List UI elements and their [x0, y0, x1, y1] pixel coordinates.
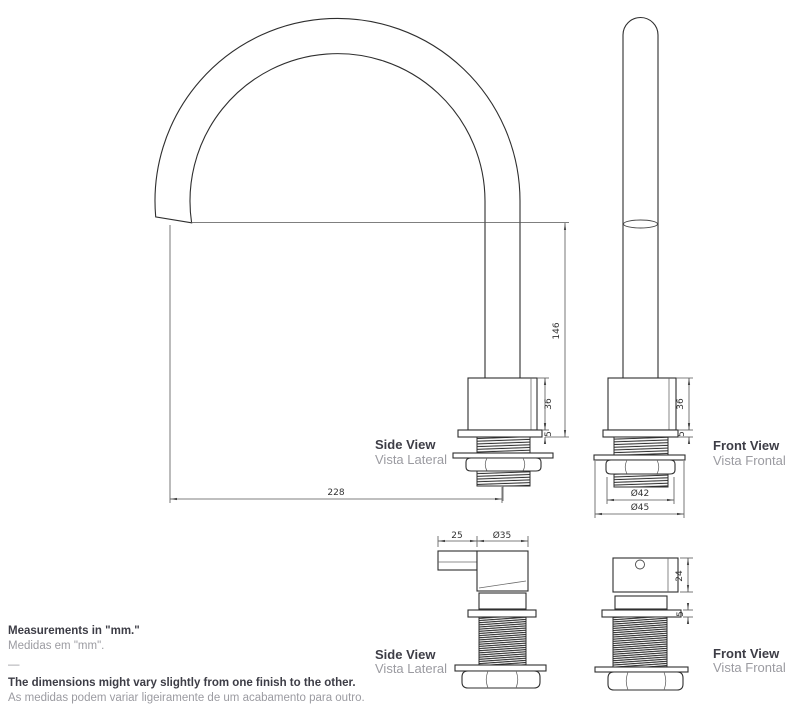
handle-front-base-ring	[615, 596, 667, 609]
dimension-value: 36	[676, 398, 686, 410]
handle-front-hex-nut	[608, 672, 683, 690]
dimension-value: 5	[676, 611, 686, 617]
handle-front-washer	[595, 667, 688, 672]
spout-side-view-subtitle: Vista Lateral	[375, 452, 448, 467]
spout-hex-nut	[466, 458, 541, 471]
spout-outlet-ellipse	[624, 220, 658, 228]
dimension-flange-5-side	[544, 423, 554, 444]
dimension-value: 25	[451, 531, 463, 541]
handle-body	[477, 551, 528, 591]
spout-side-view	[155, 18, 553, 501]
handle-base-ring	[479, 593, 526, 609]
spout-front-flange	[603, 430, 678, 437]
handle-hex-nut	[462, 671, 540, 688]
spout-front-view	[594, 18, 685, 488]
dimension-value: 146	[552, 322, 562, 340]
spout-front-tube	[623, 18, 658, 379]
dimension-body-diameter-35	[477, 530, 528, 547]
dimension-lever-25	[438, 531, 477, 547]
handle-front-pin-hole	[636, 560, 645, 569]
spout-front-view-title: Front View	[713, 438, 780, 453]
handle-front-thread	[613, 617, 667, 667]
spout-front-washer	[594, 455, 685, 460]
spout-front-thread-upper	[614, 437, 668, 455]
spout-base-flange	[458, 430, 542, 437]
dimension-value: Ø42	[630, 489, 650, 499]
spout-front-view-subtitle: Vista Frontal	[713, 453, 786, 468]
notes-separator: —	[8, 659, 20, 671]
handle-washer	[455, 665, 546, 671]
dimension-handle-flange-5	[676, 603, 693, 624]
finish-note-pt: As medidas podem variar ligeiramente de um acabamento para outro.	[8, 692, 365, 704]
spout-front-base-body	[608, 378, 676, 430]
spout-front-hex-nut	[606, 460, 675, 474]
handle-side-view-title: Side View	[375, 647, 436, 662]
finish-note-en: The dimensions might vary slightly from one finish to the other.	[8, 677, 356, 689]
footer-notes	[8, 624, 438, 706]
spout-base-body	[468, 378, 537, 430]
spout-washer	[453, 453, 553, 458]
dimension-value: 228	[327, 488, 345, 498]
dimension-value: 24	[675, 570, 685, 582]
handle-side-view-subtitle: Vista Lateral	[375, 661, 448, 676]
dimension-value: 5	[677, 431, 687, 437]
measurements-note-pt: Medidas em "mm".	[8, 640, 105, 652]
handle-front-view-title: Front View	[713, 646, 780, 661]
dimension-value: 36	[544, 398, 554, 410]
handle-lever	[438, 551, 477, 570]
handle-thread	[479, 617, 526, 665]
dimension-value: Ø45	[630, 503, 650, 513]
measurements-note-en: Measurements in "mm."	[8, 625, 140, 637]
handle-front-flange	[602, 610, 681, 617]
dimension-body-36-front	[676, 378, 693, 430]
dimension-flange-5-front	[677, 423, 693, 444]
dimension-value: Ø35	[492, 531, 512, 541]
dimension-body-36-side	[537, 378, 554, 430]
handle-flange	[468, 610, 536, 617]
handle-side-view	[438, 551, 546, 688]
dimension-reach-228	[170, 225, 502, 503]
dimension-value: 5	[544, 431, 554, 437]
spout-thread-upper	[477, 437, 530, 453]
spout-front-thread-lower	[614, 474, 668, 487]
spout-thread-lower	[477, 471, 530, 486]
handle-front-view-subtitle: Vista Frontal	[713, 660, 786, 675]
spout-side-view-title: Side View	[375, 437, 436, 452]
spout-curved-tube	[155, 18, 520, 378]
